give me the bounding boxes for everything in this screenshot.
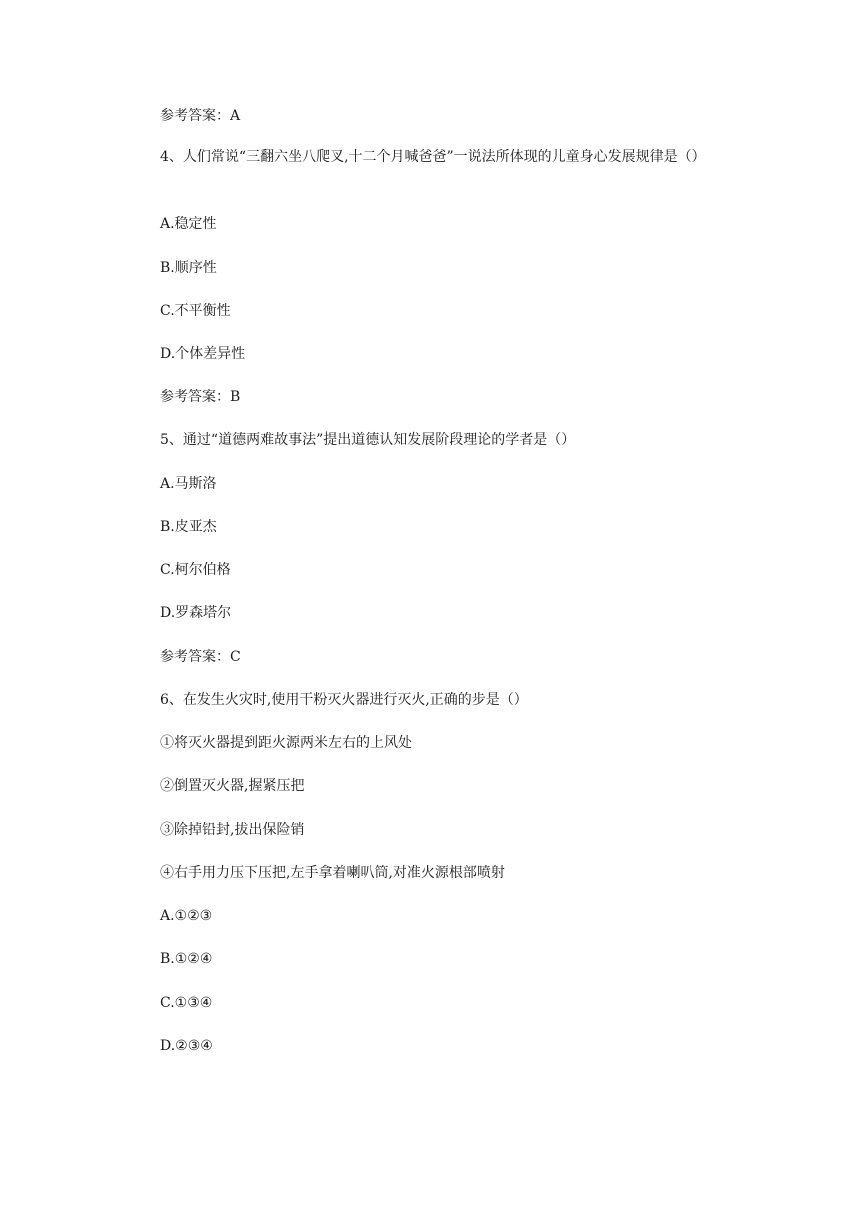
- question-4-text: 4、人们常说“三翻六坐八爬叉,十二个月喊爸爸”一说法所体现的儿童身心发展规律是（）: [160, 149, 706, 165]
- step-item: ②倒置灭火器,握紧压把: [160, 778, 305, 794]
- option-d: D.个体差异性: [160, 346, 246, 362]
- answer-line-q4: 参考答案：B: [160, 389, 241, 405]
- option-c: C.①③④: [160, 995, 213, 1011]
- question-6-text: 6、在发生火灾时,使用干粉灭火器进行灭火,正确的步是（）: [160, 692, 528, 708]
- option-b: B.①②④: [160, 951, 213, 967]
- option-d: D.②③④: [160, 1038, 213, 1054]
- option-a: A.马斯洛: [160, 476, 217, 492]
- option-b: B.顺序性: [160, 260, 217, 276]
- option-b: B.皮亚杰: [160, 519, 217, 535]
- option-c: C.柯尔伯格: [160, 562, 231, 578]
- option-c: C.不平衡性: [160, 303, 231, 319]
- option-a: A.稳定性: [160, 216, 217, 232]
- step-item: ③除掉铅封,拔出保险销: [160, 822, 305, 838]
- option-d: D.罗森塔尔: [160, 605, 232, 621]
- step-item: ④右手用力压下压把,左手拿着喇叭筒,对准火源根部喷射: [160, 865, 505, 881]
- answer-line-q3: 参考答案：A: [160, 108, 241, 124]
- step-item: ①将灭火器提到距火源两米左右的上风处: [160, 735, 412, 751]
- option-a: A.①②③: [160, 908, 213, 924]
- question-5-text: 5、通过“道德两难故事法”提出道德认知发展阶段理论的学者是（）: [160, 432, 576, 448]
- answer-line-q5: 参考答案：C: [160, 649, 241, 665]
